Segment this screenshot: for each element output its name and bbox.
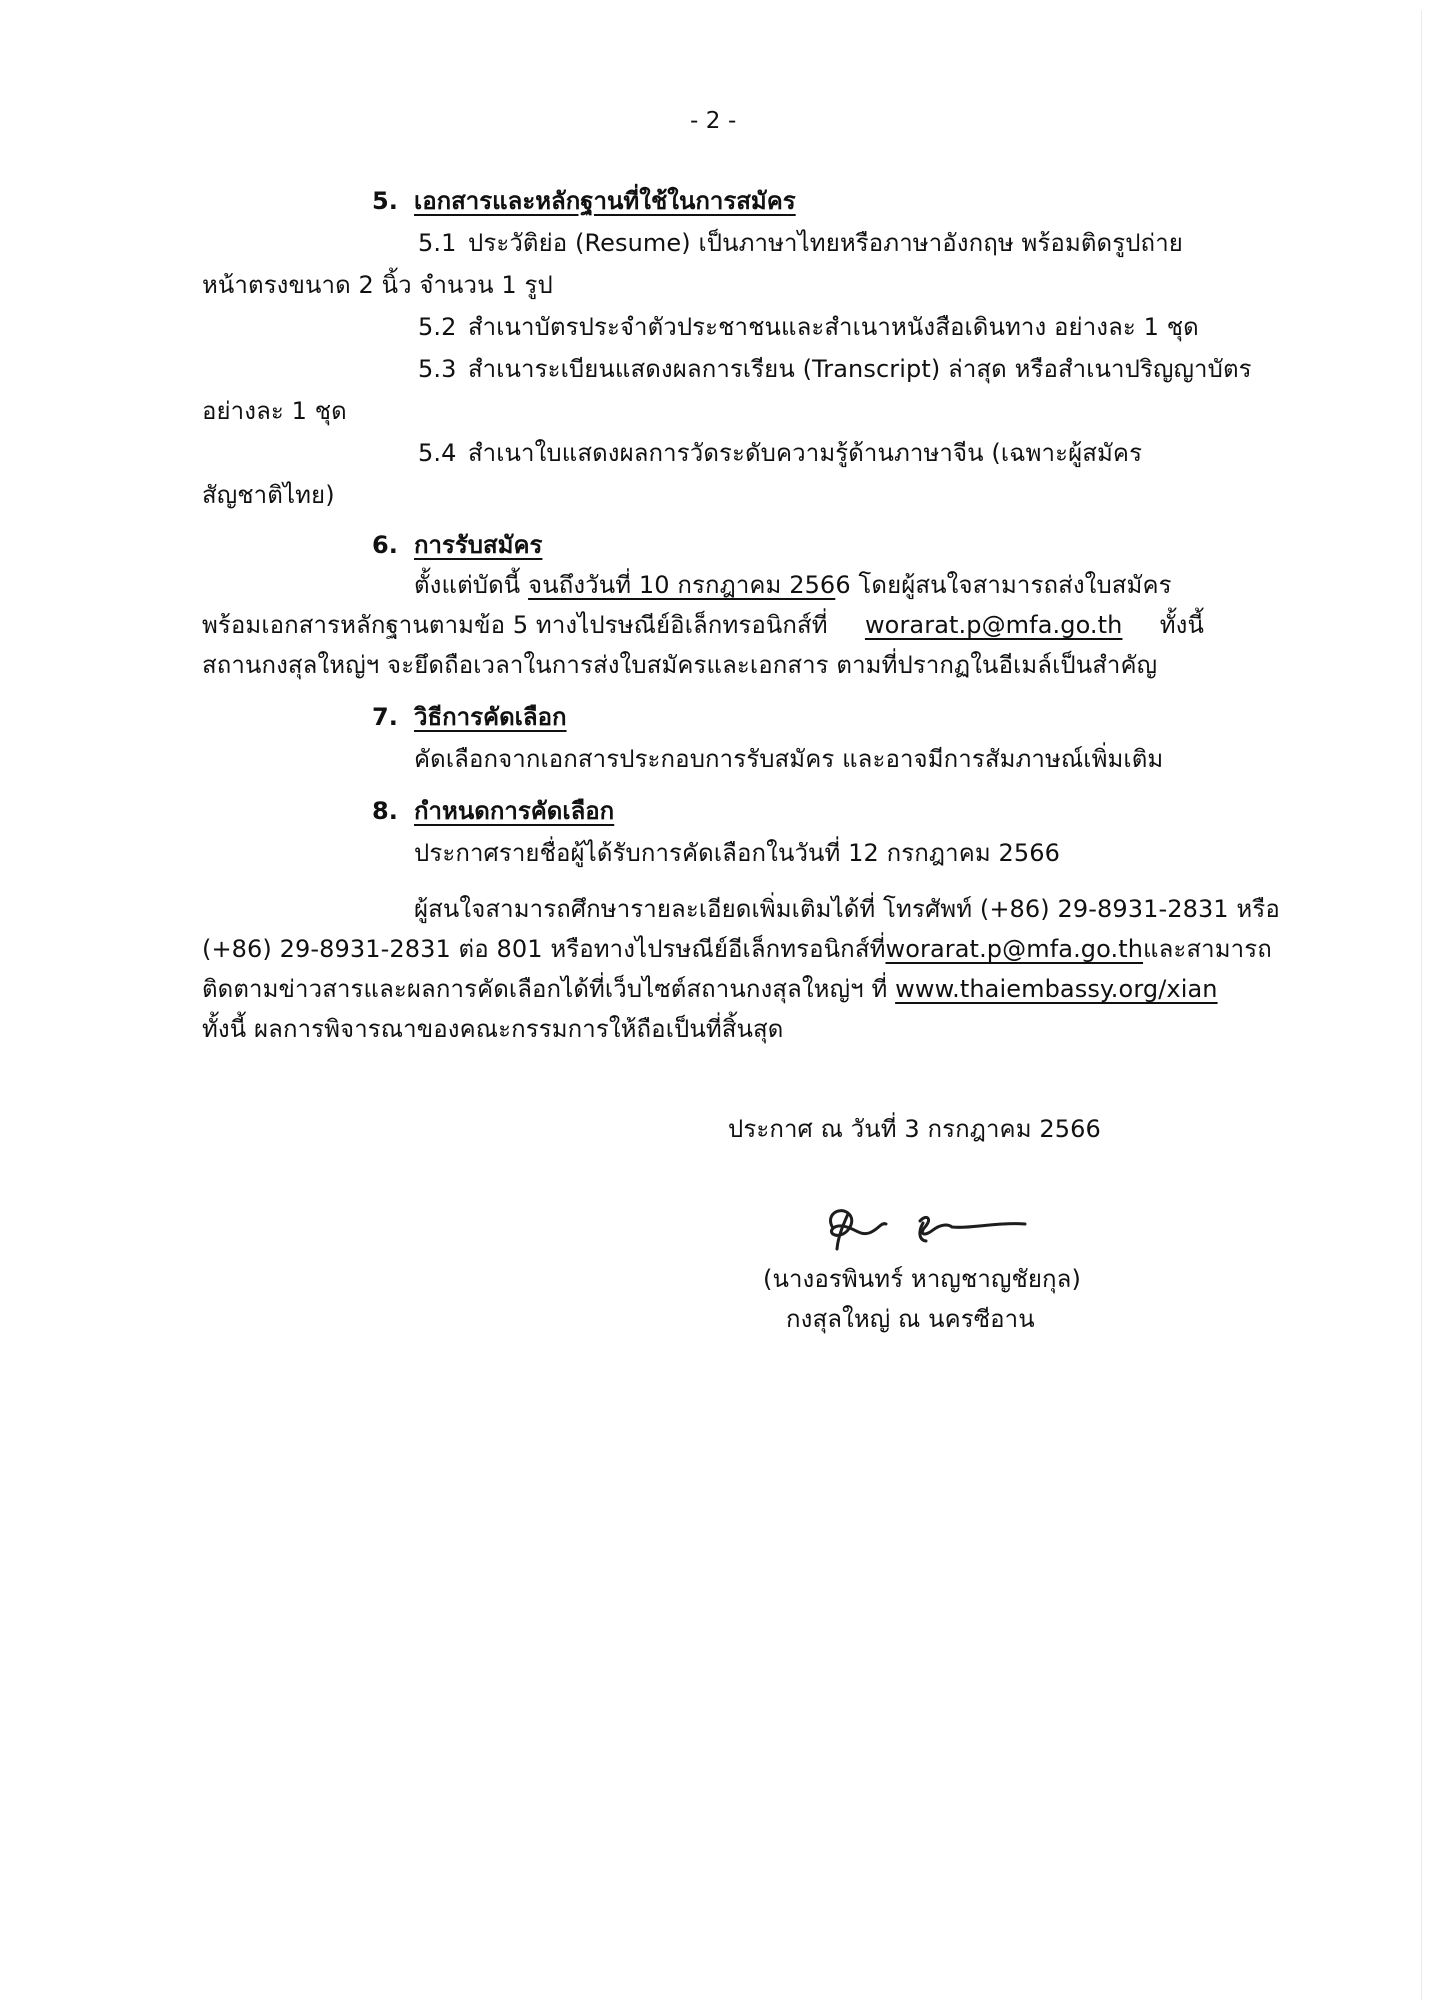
section-6-line-2 <box>202 608 1204 642</box>
item-5-1-number: 5.1 <box>418 229 457 257</box>
item-5-3-number: 5.3 <box>418 355 457 383</box>
item-5-4-text: สำเนาใบแสดงผลการวัดระดับความรู้ด้านภาษาจีน (เฉพาะผู้สมัคร <box>468 439 1143 467</box>
signature-image <box>820 1190 1050 1260</box>
section-6-number: 6. <box>372 531 399 559</box>
contact-line-2 <box>202 932 1272 966</box>
item-5-2-text: สำเนาบัตรประจำตัวประชาชนและสำเนาหนังสือเดินทาง อย่างละ 1 ชุด <box>468 313 1199 341</box>
item-5-3-continuation: อย่างละ 1 ชุด <box>202 397 347 425</box>
contact-line-2-pre: (+86) 29-8931-2831 ต่อ 801 หรือทางไปรษณีย์อีเล็กทรอนิกส์ที่ <box>202 935 886 963</box>
section-8-title: กำหนดการคัดเลือก <box>414 797 615 825</box>
section-6-title: การรับสมัคร <box>414 531 543 559</box>
section-6-line-3: สถานกงสุลใหญ่ฯ จะยึดถือเวลาในการส่งใบสมัครและเอกสาร ตามที่ปรากฏในอีเมล์เป็นสำคัญ <box>202 651 1158 679</box>
item-5-1-continuation: หน้าตรงขนาด 2 นิ้ว จำนวน 1 รูป <box>202 271 553 299</box>
page-number: - 2 - <box>690 108 737 134</box>
section-6-line-2-post: ทั้งนี้ <box>1159 611 1204 639</box>
section-6-line-1-pre: ตั้งแต่บัดนี้ <box>414 571 521 599</box>
consulate-website-link[interactable]: www.thaiembassy.org/xian <box>895 975 1218 1003</box>
item-5-2-number: 5.2 <box>418 313 457 341</box>
contact-line-4: ทั้งนี้ ผลการพิจารณาของคณะกรรมการให้ถือเป็นที่สิ้นสุด <box>202 1015 784 1043</box>
item-5-3-text: สำเนาระเบียนแสดงผลการเรียน (Transcript) ล่าสุด หรือสำเนาปริญญาบัตร <box>468 355 1252 383</box>
section-7-number: 7. <box>372 703 399 731</box>
section-6-line-2-pre: พร้อมเอกสารหลักฐานตามข้อ 5 ทางไปรษณีย์อิเล็กทรอนิกส์ที่ <box>202 611 828 639</box>
signer-position: กงสุลใหญ่ ณ นครซีอาน <box>786 1305 1035 1333</box>
page-edge <box>1421 10 1422 2000</box>
application-email-link[interactable]: worarat.p@mfa.go.th <box>864 611 1123 639</box>
item-5-1-text: ประวัติย่อ (Resume) เป็นภาษาไทยหรือภาษาอังกฤษ พร้อมติดรูปถ่าย <box>468 229 1183 257</box>
section-6-line-1-post: 6 โดยผู้สนใจสามารถส่งใบสมัคร <box>835 571 1172 599</box>
section-8-text: ประกาศรายชื่อผู้ได้รับการคัดเลือกในวันที่ 12 กรกฎาคม 2566 <box>414 839 1060 867</box>
section-5-number: 5. <box>372 187 399 215</box>
section-7-text: คัดเลือกจากเอกสารประกอบการรับสมัคร และอาจมีการสัมภาษณ์เพิ่มเติม <box>414 745 1164 773</box>
contact-line-1: ผู้สนใจสามารถศึกษารายละเอียดเพิ่มเติมได้ที่ โทรศัพท์ (+86) 29-8931-2831 หรือ <box>414 895 1280 923</box>
contact-email-link[interactable]: worarat.p@mfa.go.th <box>885 935 1144 963</box>
section-7-title: วิธีการคัดเลือก <box>414 703 567 731</box>
section-8-number: 8. <box>372 797 399 825</box>
item-5-4-number: 5.4 <box>418 439 457 467</box>
contact-line-3 <box>202 972 1218 1006</box>
section-6-line-1 <box>414 568 1172 602</box>
contact-line-3-pre: ติดตามข่าวสารและผลการคัดเลือกได้ที่เว็บไซต์สถานกงสุลใหญ่ฯ ที่ <box>202 975 888 1003</box>
item-5-4-continuation: สัญชาติไทย) <box>202 481 335 509</box>
section-5-title: เอกสารและหลักฐานที่ใช้ในการสมัคร <box>414 187 796 215</box>
contact-line-2-post: และสามารถ <box>1143 935 1272 963</box>
announcement-date: ประกาศ ณ วันที่ 3 กรกฎาคม 2566 <box>728 1115 1101 1143</box>
signer-name: (นางอรพินทร์ หาญชาญชัยกุล) <box>763 1265 1081 1293</box>
application-deadline: จนถึงวันที่ 10 กรกฎาคม 256 <box>528 571 836 599</box>
